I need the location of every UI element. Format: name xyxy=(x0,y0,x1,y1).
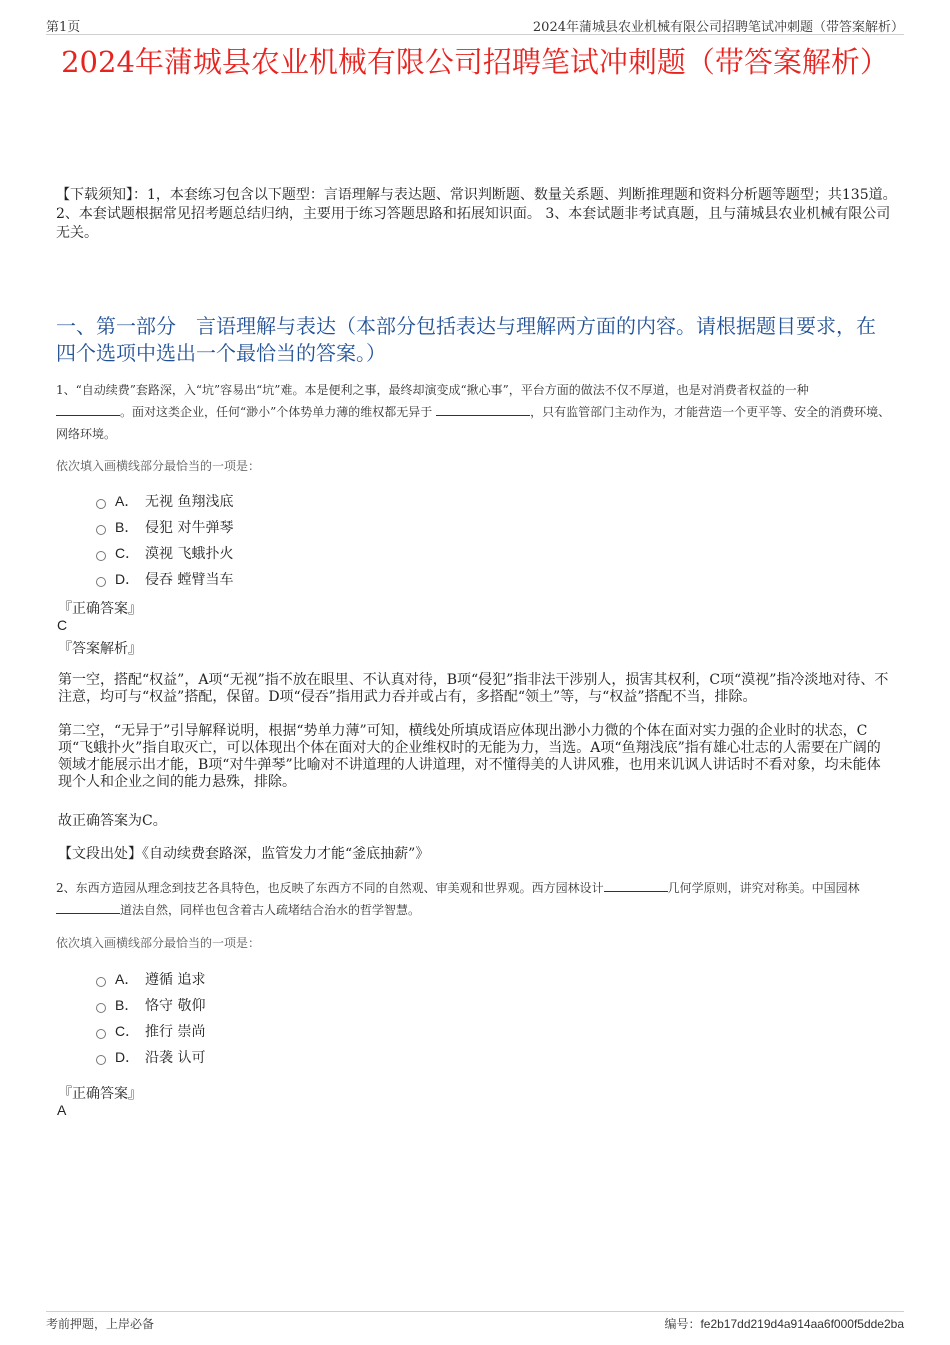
question-1-text-c: ，只有监管部门主动作为，才能营造一个更平等、安全的消费环境、网络环境。 xyxy=(56,405,891,441)
option-d[interactable]: D． 侵吞 螳臂当车 xyxy=(96,566,233,592)
question-2-answer-label: 『正确答案』 xyxy=(58,1086,142,1102)
question-2-blank-1 xyxy=(604,879,668,892)
radio-icon[interactable] xyxy=(96,1003,106,1013)
header-doc-title: 2024年蒲城县农业机械有限公司招聘笔试冲刺题（带答案解析） xyxy=(532,20,904,35)
question-1-options xyxy=(96,488,233,592)
radio-icon[interactable] xyxy=(96,551,106,561)
question-1-text-a: 1、“自动续费”套路深，入“坑”容易出“坑”难。本是便利之事，最终却演变成“揪心事”，平台方面的做法不仅不厚道，也是对消费者权益的一种 xyxy=(56,383,809,397)
radio-icon[interactable] xyxy=(96,1029,106,1039)
radio-icon[interactable] xyxy=(96,499,106,509)
question-2-text-b: 几何学原则，讲究对称美。中国园林 xyxy=(667,881,860,895)
option-c[interactable]: C． 推行 崇尚 xyxy=(96,1018,205,1044)
question-2-options xyxy=(96,966,205,1070)
option-b[interactable]: B． 恪守 敬仰 xyxy=(96,992,205,1018)
option-a[interactable]: A． 遵循 追求 xyxy=(96,966,205,992)
question-1-text xyxy=(56,379,894,445)
analysis-paragraph-2: 第二空，“无异于”引导解释说明，根据“势单力薄”可知，横线处所填成语应体现出渺小力微的个体在面对实力强的企业时的状态，C项“飞蛾扑火”指自取灭亡，可以体现出个体在面对大的企业维权时的无能为力，当选。A项“鱼翔浅底”指有雄心壮志的人需要在广阔的领域才能展示出才能，B项“对牛弹琴”比喻对不讲道理的人讲道理，对不懂得美的人讲风雅，也用来讥讽人讲话时不看对象，均未能体现个人和企业之间的能力悬殊，排除。 xyxy=(58,723,881,790)
page-footer xyxy=(46,1311,904,1332)
download-notice: 【下载须知】：1，本套练习包含以下题型：言语理解与表达题、常识判断题、数量关系题、判断推理题和资料分析题等题型；共135道。 2、本套试题根据常见招考题总结归纳，主要用于练习答题思路和拓展知识面。 3、本套试题非考试真题，且与蒲城县农业机械有限公司无关。 xyxy=(56,187,897,241)
footer-code xyxy=(664,1315,904,1332)
question-2-prompt: 依次填入画横线部分最恰当的一项是： xyxy=(56,936,261,950)
question-1-blank-1 xyxy=(56,403,120,416)
section-heading: 一、第一部分 言语理解与表达（本部分包括表达与理解两方面的内容。请根据题目要求，在四个选项中选出一个最恰当的答案。） xyxy=(56,314,876,365)
document-title: 2024年蒲城县农业机械有限公司招聘笔试冲刺题（带答案解析） xyxy=(61,45,889,79)
option-a[interactable]: A． 无视 鱼翔浅底 xyxy=(96,488,233,514)
page-header xyxy=(46,14,904,35)
footer-code-value: fe2b17dd219d4a914aa6f000f5dde2ba xyxy=(700,1317,904,1331)
radio-icon[interactable] xyxy=(96,1055,106,1065)
question-2-blank-2 xyxy=(56,901,120,914)
question-2-text-c: 道法自然，同样也包含着古人疏堵结合治水的哲学智慧。 xyxy=(120,903,421,917)
radio-icon[interactable] xyxy=(96,525,106,535)
radio-icon[interactable] xyxy=(96,977,106,987)
radio-icon[interactable] xyxy=(96,577,106,587)
question-1-analysis-label: 『答案解析』 xyxy=(58,641,142,657)
analysis-conclusion: 故正确答案为C。 xyxy=(58,813,167,829)
source-citation: 【文段出处】《自动续费套路深，监管发力才能“釜底抽薪”》 xyxy=(58,846,430,862)
question-1-answer: C xyxy=(57,617,68,633)
footer-code-label: 编号： xyxy=(664,1317,701,1331)
question-1-prompt: 依次填入画横线部分最恰当的一项是： xyxy=(56,459,261,473)
question-1-text-b: 。面对这类企业，任何“渺小”个体势单力薄的维权都无异于 xyxy=(120,405,433,419)
option-b[interactable]: B． 侵犯 对牛弹琴 xyxy=(96,514,233,540)
question-2-text-a: 2、东西方造园从理念到技艺各具特色，也反映了东西方不同的自然观、审美观和世界观。西方园林设计 xyxy=(56,881,604,895)
question-2-text xyxy=(56,877,894,921)
option-c[interactable]: C． 漠视 飞蛾扑火 xyxy=(96,540,233,566)
question-1-answer-label: 『正确答案』 xyxy=(58,601,142,617)
option-d[interactable]: D． 沿袭 认可 xyxy=(96,1044,205,1070)
page-number: 第1页 xyxy=(46,20,81,35)
footer-slogan: 考前押题，上岸必备 xyxy=(46,1317,155,1331)
analysis-paragraph-1: 第一空，搭配“权益”，A项“无视”指不放在眼里、不认真对待，B项“侵犯”指非法干涉别人，损害其权利，C项“漠视”指冷淡地对待、不注意，均可与“权益”搭配，保留。D项“侵吞”指用武力吞并或占有，多搭配“领土”等，与“权益”搭配不当，排除。 xyxy=(58,672,889,705)
question-2-answer: A xyxy=(57,1102,67,1118)
question-1-blank-2 xyxy=(436,403,530,416)
